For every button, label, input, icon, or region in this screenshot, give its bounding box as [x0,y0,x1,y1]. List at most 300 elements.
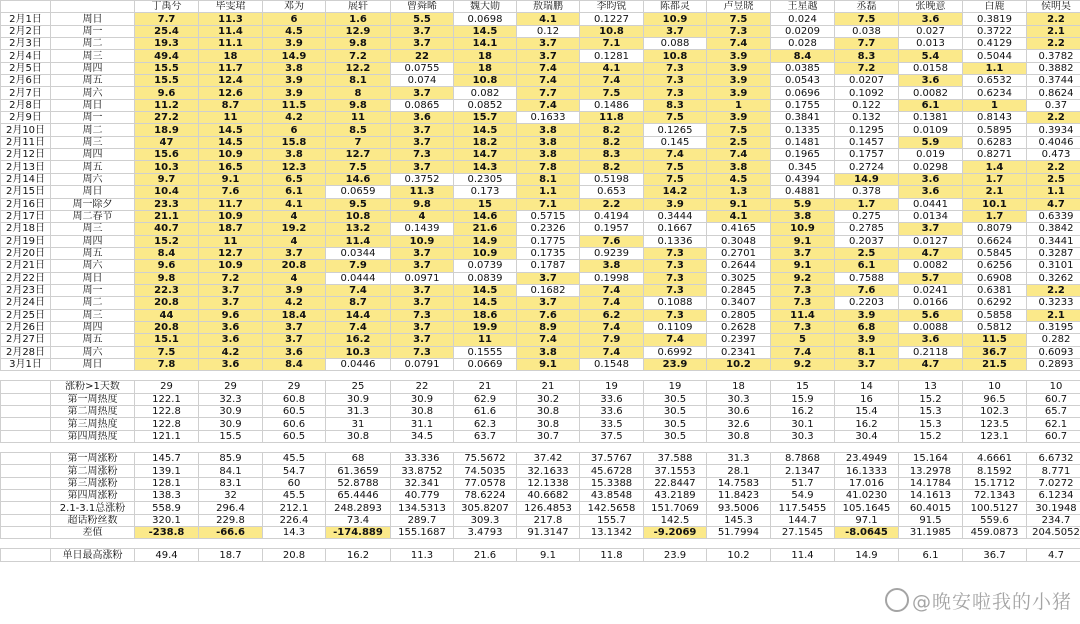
value-cell: 4.7 [1027,198,1080,210]
value-cell: 11.4 [771,549,835,561]
value-cell: 0.6624 [963,235,1027,247]
column-header: 王星越 [771,1,835,13]
column-header: 丁禹兮 [135,1,199,13]
value-cell: 11.8423 [707,490,771,502]
stat-label: 第一周热度 [51,393,135,405]
value-cell: 3.7 [517,272,580,284]
value-cell: 10.9 [199,149,263,161]
value-cell: 47 [135,136,199,148]
value-cell: 0.5858 [963,309,1027,321]
value-cell: 11.8 [580,549,644,561]
value-cell: 54.7 [263,465,326,477]
weekday-cell: 周三 [51,223,135,235]
value-cell: 7.6 [835,284,899,296]
blank-cell [1,490,51,502]
value-cell: 3.9 [263,284,326,296]
value-cell: 4.5 [707,173,771,185]
value-cell: 10.3 [135,161,199,173]
gap-cell [1,371,51,381]
value-cell: 7.3 [771,297,835,309]
daily-row [1,284,1080,296]
gap-cell [580,443,644,453]
daily-row [1,38,1080,50]
gap-row [1,371,1080,381]
date-cell: 2月13日 [1,161,51,173]
date-cell: 2月9日 [1,112,51,124]
gap-cell [963,539,1027,549]
value-cell: 7.5 [644,161,707,173]
gap-cell [517,539,580,549]
gap-cell [326,371,391,381]
date-cell: 2月7日 [1,87,51,99]
daily-row [1,161,1080,173]
value-cell: 212.1 [263,502,326,514]
column-header: 毕雯珺 [199,1,263,13]
value-cell: 18.7 [199,223,263,235]
value-cell: 10.9 [644,13,707,25]
gap-cell [899,539,963,549]
stat-label: 第三周热度 [51,418,135,430]
value-cell: 0.3752 [391,173,454,185]
value-cell: 3.4793 [454,527,517,539]
value-cell: 7.4 [517,62,580,74]
blank-cell [1,465,51,477]
value-cell: 3.6 [263,346,326,358]
value-cell: 12.9 [326,25,391,37]
blank-cell [1,453,51,465]
value-cell: 8.1 [835,346,899,358]
value-cell: 0.2326 [517,223,580,235]
value-cell: 3.7 [644,25,707,37]
value-cell: 0.0127 [899,235,963,247]
date-cell: 2月14日 [1,173,51,185]
value-cell: 3.9 [835,334,899,346]
blank-cell [1,549,51,561]
value-cell: 0.0755 [391,62,454,74]
value-cell: 0.3025 [707,272,771,284]
value-cell: 3.7 [391,284,454,296]
value-cell: 7.7 [135,13,199,25]
value-cell: 3.8 [263,149,326,161]
value-cell: 7.7 [517,87,580,99]
value-cell: 0.074 [391,75,454,87]
value-cell: 4.6661 [963,453,1027,465]
value-cell: 0.3744 [1027,75,1080,87]
value-cell: 0.0698 [454,13,517,25]
value-cell: 7.3 [644,309,707,321]
value-cell: 0.2628 [707,321,771,333]
value-cell: 0.5044 [963,50,1027,62]
value-cell: 15.6 [135,149,199,161]
daily-row [1,321,1080,333]
value-cell: 0.1439 [391,223,454,235]
value-cell: 14.5 [454,297,517,309]
value-cell: 8.3 [580,149,644,161]
value-cell: 8.4 [135,247,199,259]
value-cell: 14.1784 [899,477,963,489]
value-cell: 14.3 [263,527,326,539]
value-cell: 4 [263,210,326,222]
value-cell: -66.6 [199,527,263,539]
value-cell: 4.1 [707,210,771,222]
value-cell: 29 [263,381,326,393]
value-cell: 16 [835,393,899,405]
blank-cell [1,418,51,430]
gap-cell [644,371,707,381]
value-cell: 37.1553 [644,465,707,477]
value-cell: 7.0272 [1027,477,1080,489]
stat-label: 单日最高涨粉 [51,549,135,561]
value-cell: 0.0444 [326,272,391,284]
stat-label: 第一周涨粉 [51,453,135,465]
value-cell: 0.1295 [835,124,899,136]
column-header: 侯明昊 [1027,1,1080,13]
value-cell: 0.132 [835,112,899,124]
value-cell: 0.2845 [707,284,771,296]
value-cell: 6.1 [835,260,899,272]
value-cell: 0.0082 [899,260,963,272]
value-cell: 2.1 [963,186,1027,198]
value-cell: 7.3 [644,247,707,259]
value-cell: 3.7 [391,334,454,346]
value-cell: 15.2 [899,393,963,405]
value-cell: 3.7 [899,223,963,235]
value-cell: 3.7 [391,297,454,309]
value-cell: 33.5 [580,418,644,430]
gap-cell [1027,443,1080,453]
value-cell: 30.3 [707,393,771,405]
value-cell: 63.7 [454,430,517,442]
stat-row [1,502,1080,514]
stat-label: 第三周涨粉 [51,477,135,489]
value-cell: 14.5 [454,284,517,296]
value-cell: 60.7 [1027,430,1080,442]
stat-label: 2.1-3.1总涨粉 [51,502,135,514]
value-cell: 32.3 [199,393,263,405]
value-cell: 0.145 [644,136,707,148]
stat-row [1,381,1080,393]
value-cell: 7.7 [835,38,899,50]
value-cell: 15.1 [135,334,199,346]
value-cell: 7.3 [644,87,707,99]
value-cell: 7.3 [644,260,707,272]
value-cell: 0.3842 [1027,223,1080,235]
value-cell: 3.6 [899,173,963,185]
value-cell: 29 [199,381,263,393]
value-cell: 8.7 [326,297,391,309]
value-cell: 7.2 [199,272,263,284]
value-cell: 4.2 [199,346,263,358]
value-cell: 8.2 [580,161,644,173]
value-cell: 0.6339 [1027,210,1080,222]
daily-row [1,13,1080,25]
value-cell: 62.1 [1027,418,1080,430]
value-cell: 0.1787 [517,260,580,272]
value-cell: 31 [326,418,391,430]
date-cell: 2月8日 [1,99,51,111]
value-cell: 0.6093 [1027,346,1080,358]
daily-row [1,210,1080,222]
value-cell: 11 [199,235,263,247]
value-cell: 14.5 [199,136,263,148]
value-cell: 8.4 [263,358,326,370]
value-cell: 4.7 [1027,549,1080,561]
daily-row [1,25,1080,37]
gap-cell [199,371,263,381]
value-cell: 7.5 [707,13,771,25]
value-cell: 3.9 [707,112,771,124]
value-cell: 0.653 [580,186,644,198]
value-cell: 9.8 [135,272,199,284]
value-cell: 0.1682 [517,284,580,296]
value-cell: 14.1613 [899,490,963,502]
value-cell: 0.6908 [963,272,1027,284]
value-cell: 62.3 [454,418,517,430]
gap-cell [835,371,899,381]
value-cell: 7.3 [391,346,454,358]
weibo-logo-icon [885,588,909,612]
gap-cell [644,539,707,549]
value-cell: 9.8 [326,99,391,111]
value-cell: 0.473 [1027,149,1080,161]
value-cell: 8.5 [326,124,391,136]
value-cell: 14.7583 [707,477,771,489]
value-cell: 7.4 [644,149,707,161]
value-cell: 100.5127 [963,502,1027,514]
value-cell: 4.7 [899,358,963,370]
value-cell: 0.0659 [326,186,391,198]
blank-cell [1,406,51,418]
value-cell: 11.3 [199,13,263,25]
value-cell: 5 [771,334,835,346]
gap-cell [644,443,707,453]
value-cell: 10 [963,381,1027,393]
value-cell: 60.6 [263,418,326,430]
value-cell: 0.3934 [1027,124,1080,136]
value-cell: 0.1336 [644,235,707,247]
gap-cell [835,539,899,549]
value-cell: 14.6 [326,173,391,185]
blank-cell [1,393,51,405]
value-cell: 559.6 [963,514,1027,526]
value-cell: 33.6 [580,406,644,418]
value-cell: 7.4 [707,38,771,50]
value-cell: 0.8624 [1027,87,1080,99]
value-cell: 11.7 [199,198,263,210]
value-cell: 0.173 [454,186,517,198]
value-cell: 7.3 [707,25,771,37]
value-cell: 15.2 [135,235,199,247]
value-cell: 14.5 [454,25,517,37]
blank-cell [1,527,51,539]
value-cell: 9.5 [326,198,391,210]
value-cell: 16.2 [326,549,391,561]
value-cell: 0.024 [771,13,835,25]
daily-row [1,272,1080,284]
date-cell: 2月5日 [1,62,51,74]
weekday-cell: 周一 [51,25,135,37]
value-cell: 3.9 [707,75,771,87]
date-cell: 2月4日 [1,50,51,62]
gap-cell [580,539,644,549]
value-cell: 10.4 [135,186,199,198]
value-cell: 1.6 [326,13,391,25]
value-cell: 3.8 [771,210,835,222]
value-cell: 15.8 [263,136,326,148]
value-cell: 14.9 [263,50,326,62]
value-cell: 3.7 [517,38,580,50]
value-cell: 15 [454,198,517,210]
value-cell: 296.4 [199,502,263,514]
value-cell: 10.8 [454,75,517,87]
value-cell: 13 [899,381,963,393]
value-cell: 40.7 [135,223,199,235]
value-cell: 30.8 [517,418,580,430]
gap-cell [963,443,1027,453]
value-cell: 1.3 [707,186,771,198]
value-cell: 14.6 [454,210,517,222]
gap-row [1,539,1080,549]
gap-cell [707,443,771,453]
value-cell: 37.5767 [580,453,644,465]
value-cell: 0.028 [771,38,835,50]
value-cell: 0.3233 [1027,297,1080,309]
value-cell: 0.0134 [899,210,963,222]
value-cell: 0.3048 [707,235,771,247]
value-cell: 0.3101 [1027,260,1080,272]
value-cell: 3.8 [517,124,580,136]
value-cell: 7.3 [771,284,835,296]
stat-label: 涨粉>1天数 [51,381,135,393]
value-cell: 4.7 [899,247,963,259]
value-cell: 3.7 [391,87,454,99]
value-cell: 226.4 [263,514,326,526]
value-cell: 3.8 [517,136,580,148]
value-cell: 11.5 [263,99,326,111]
value-cell: -9.2069 [644,527,707,539]
date-cell: 2月27日 [1,334,51,346]
value-cell: 0.2397 [707,334,771,346]
value-cell: 139.1 [135,465,199,477]
value-cell: 18.4 [263,309,326,321]
value-cell: 12.1338 [517,477,580,489]
value-cell: 15.3 [899,418,963,430]
value-cell: 0.1555 [454,346,517,358]
weekday-cell: 周四 [51,149,135,161]
value-cell: 0.2341 [707,346,771,358]
value-cell: 7.3 [391,309,454,321]
value-cell: 18 [199,50,263,62]
value-cell: 91.3147 [517,527,580,539]
weekday-cell: 周六 [51,173,135,185]
value-cell: 12.7 [199,247,263,259]
value-cell: 0.282 [1027,334,1080,346]
value-cell: 13.1342 [580,527,644,539]
value-cell: 305.8207 [454,502,517,514]
daily-row [1,87,1080,99]
value-cell: 3.9 [644,198,707,210]
stat-row [1,430,1080,442]
value-cell: 3.6 [899,186,963,198]
gap-cell [771,443,835,453]
value-cell: 8.1592 [963,465,1027,477]
weekday-cell: 周四 [51,62,135,74]
value-cell: 0.0088 [899,321,963,333]
value-cell: 0.1281 [580,50,644,62]
value-cell: 0.5845 [963,247,1027,259]
value-cell: 10 [1027,381,1080,393]
value-cell: 22.3 [135,284,199,296]
column-header: 张晚意 [899,1,963,13]
column-header: 邓为 [263,1,326,13]
value-cell: 1.1 [517,186,580,198]
value-cell: 5.4 [899,50,963,62]
value-cell: 6.1 [899,549,963,561]
value-cell: 2.1 [1027,25,1080,37]
gap-cell [263,371,326,381]
value-cell: 62.9 [454,393,517,405]
value-cell: 0.0241 [899,284,963,296]
gap-cell [1,443,51,453]
value-cell: 4.2 [263,297,326,309]
value-cell: 15.5 [135,62,199,74]
value-cell: 3.7 [391,161,454,173]
value-cell: 0.275 [835,210,899,222]
value-cell: 85.9 [199,453,263,465]
value-cell: 0.1667 [644,223,707,235]
value-cell: 0.019 [899,149,963,161]
value-cell: 1 [707,99,771,111]
weekday-cell: 周二 [51,124,135,136]
value-cell: 3.7 [517,297,580,309]
daily-row [1,297,1080,309]
value-cell: 23.9 [644,358,707,370]
daily-row [1,346,1080,358]
value-cell: 122.8 [135,406,199,418]
value-cell: 97.1 [835,514,899,526]
value-cell: 15.9 [771,393,835,405]
value-cell: 15.2 [899,430,963,442]
value-cell: 0.8079 [963,223,1027,235]
value-cell: 9.6 [199,309,263,321]
weekday-cell: 周一除夕 [51,198,135,210]
value-cell: 0.1381 [899,112,963,124]
blank-cell [1,502,51,514]
value-cell: 7.9 [326,260,391,272]
value-cell: 7.4 [771,346,835,358]
value-cell: 0.2305 [454,173,517,185]
weekday-cell: 周三 [51,136,135,148]
value-cell: 0.1457 [835,136,899,148]
value-cell: 11.8 [580,112,644,124]
column-header: 陈都灵 [644,1,707,13]
value-cell: 3.6 [899,75,963,87]
date-cell: 2月12日 [1,149,51,161]
value-cell: 23.9 [644,549,707,561]
value-cell: 0.7588 [835,272,899,284]
value-cell: 7.4 [580,297,644,309]
value-cell: 32 [199,490,263,502]
value-cell: 0.3441 [1027,235,1080,247]
value-cell: 0.0696 [771,87,835,99]
gap-cell [1027,539,1080,549]
value-cell: 117.5455 [771,502,835,514]
value-cell: 3.7 [391,247,454,259]
value-cell: 10.8 [580,25,644,37]
value-cell: 6.1234 [1027,490,1080,502]
value-cell: 3.9 [707,62,771,74]
value-cell: 11.4 [771,309,835,321]
